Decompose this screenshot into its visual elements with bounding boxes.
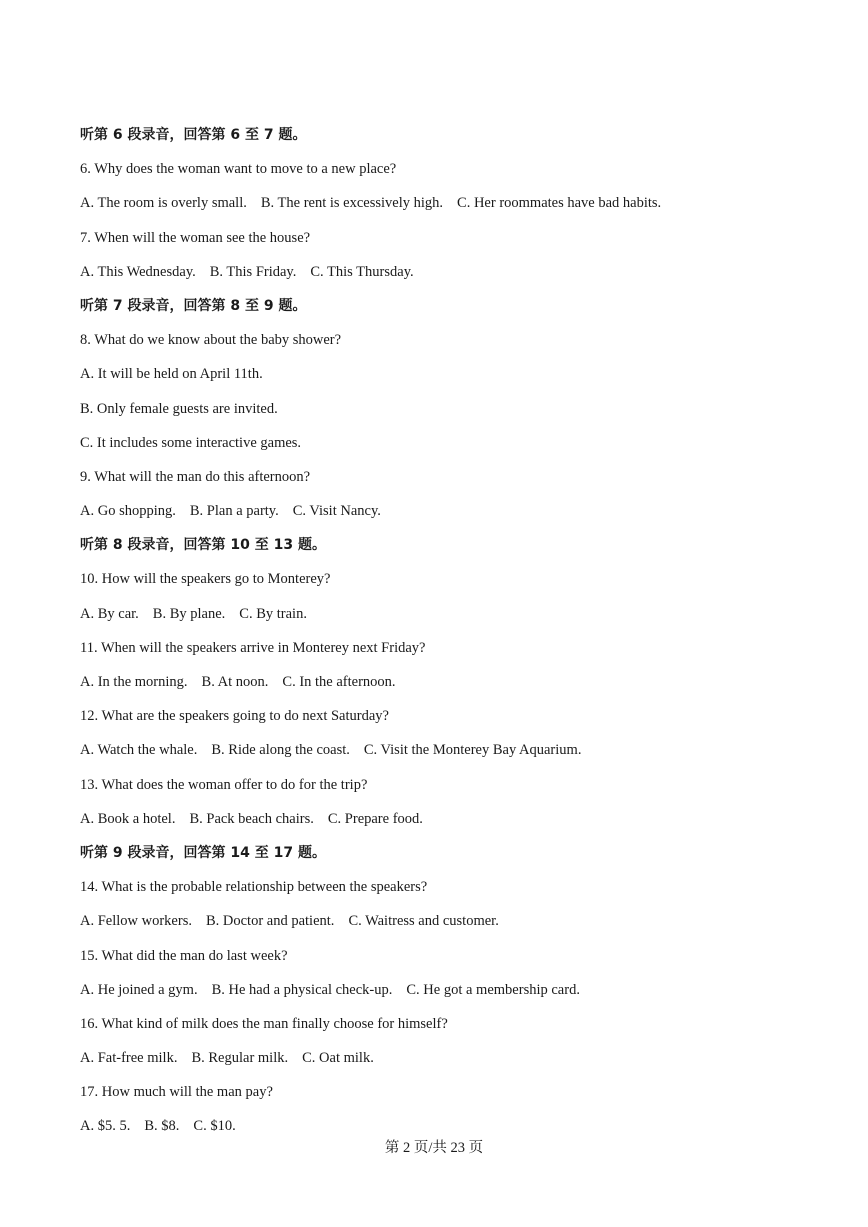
answer-option: A. Fat-free milk. [80, 1050, 178, 1067]
question-text: 11. When will the speakers arrive in Monterey next Friday? [80, 639, 426, 656]
answer-option: C. Oat milk. [302, 1050, 374, 1067]
answer-option: C. Prepare food. [327, 810, 423, 827]
answer-option: C. By train. [239, 605, 307, 622]
section-heading: 听第 7 段录音，回答第 8 至 9 题。 [80, 297, 307, 314]
question-text: 7. When will the woman see the house? [80, 229, 311, 246]
answer-option: A. The room is overly small. [80, 195, 247, 212]
answer-option: C. $10. [193, 1118, 236, 1135]
answer-option: C. Waitress and customer. [348, 913, 499, 930]
answer-option: C. In the afternoon. [282, 674, 396, 690]
question-text: 6. Why does the woman want to move to a new place? [80, 161, 397, 178]
answer-options-row [80, 186, 820, 220]
answer-option: A. Go shopping. [80, 503, 176, 520]
answer-option: A. Fellow workers. [80, 913, 192, 930]
answer-option: A. He joined a gym. [80, 981, 198, 998]
answer-option: C. This Thursday. [310, 263, 414, 280]
answer-option: B. Only female guests are invited. [80, 400, 278, 417]
answer-option: B. At noon. [201, 674, 269, 690]
question-text: 16. What kind of milk does the man finally choose for himself? [80, 1015, 448, 1032]
answer-option: C. Visit the Monterey Bay Aquarium. [363, 742, 582, 759]
answer-option: C. Her roommates have bad habits. [457, 195, 662, 212]
answer-option: C. Visit Nancy. [292, 503, 381, 520]
section-heading: 听第 9 段录音，回答第 14 至 17 题。 [80, 844, 326, 861]
answer-option: A. By car. [80, 605, 139, 622]
exam-content [80, 118, 820, 1144]
answer-options-row [80, 494, 820, 528]
section-heading: 听第 6 段录音，回答第 6 至 7 题。 [80, 127, 307, 143]
question-text: 13. What does the woman offer to do for the trip? [80, 776, 368, 793]
question-text: 17. How much will the man pay? [80, 1084, 273, 1101]
answer-options-row [80, 255, 820, 289]
answer-option: A. Watch the whale. [80, 742, 198, 759]
answer-option: C. He got a membership card. [406, 981, 580, 998]
answer-option: B. Pack beach chairs. [189, 810, 314, 827]
answer-option: B. Plan a party. [189, 503, 279, 520]
answer-options-row [80, 665, 820, 699]
question-text: 14. What is the probable relationship between the speakers? [80, 879, 428, 896]
answer-option: B. Regular milk. [191, 1050, 289, 1067]
page-footer: 第 2 页/共 23 页 [384, 1140, 484, 1156]
question-text: 12. What are the speakers going to do next Saturday? [80, 708, 389, 725]
answer-option: A. In the morning. [80, 674, 188, 690]
section-heading: 听第 8 段录音，回答第 10 至 13 题。 [80, 537, 326, 554]
answer-options-row [80, 904, 820, 938]
answer-option: B. By plane. [152, 605, 226, 622]
question-text: 8. What do we know about the baby shower? [80, 332, 342, 349]
answer-options-row [80, 1041, 820, 1075]
question-text: 9. What will the man do this afternoon? [80, 468, 311, 485]
answer-option: B. The rent is excessively high. [260, 195, 444, 212]
answer-option: B. He had a physical check-up. [211, 981, 393, 998]
answer-option: B. Ride along the coast. [211, 742, 350, 759]
answer-option: B. $8. [144, 1118, 180, 1135]
answer-option: C. It includes some interactive games. [80, 434, 302, 451]
answer-options-row [80, 597, 820, 631]
answer-options-row [80, 733, 820, 767]
answer-option: B. Doctor and patient. [205, 913, 335, 930]
question-text: 15. What did the man do last week? [80, 947, 288, 964]
answer-option: A. Book a hotel. [80, 810, 176, 827]
answer-options-row [80, 802, 820, 836]
answer-options-row [80, 973, 820, 1007]
answer-option: B. This Friday. [209, 263, 297, 280]
answer-option: A. It will be held on April 11th. [80, 366, 263, 383]
question-text: 10. How will the speakers go to Monterey? [80, 571, 331, 588]
answer-option: A. $5. 5. [80, 1118, 131, 1135]
answer-option: A. This Wednesday. [80, 263, 196, 280]
